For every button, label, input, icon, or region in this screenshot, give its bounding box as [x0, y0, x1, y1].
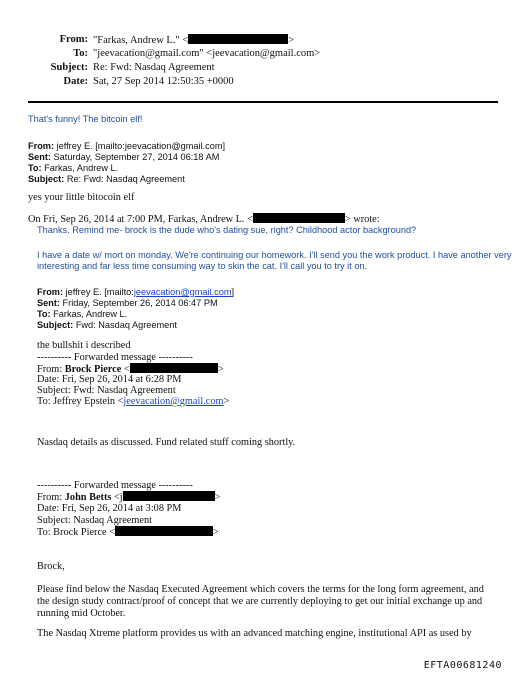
paragraph-2: The Nasdaq Xtreme platform provides us with an advanced matching engine, institutional API as used by [37, 628, 472, 639]
subject-label: Subject: [50, 62, 88, 73]
header-divider [28, 101, 498, 103]
from-label: From: [59, 34, 88, 45]
quoted-text-1: Thanks. Remind me- brock is the dude who's dating sue, right? Childhood actor background? [37, 225, 417, 235]
redaction-block [115, 526, 213, 536]
quoted-text-2a: I have a date w/ mort on monday. We're continuing our homework. I'll send you the work product. I have another very [37, 250, 512, 260]
paragraph-1-line-2: the design study contract/proof of concept that we are currently deploying to get our initial exchange up and [37, 596, 483, 607]
from-value: "Farkas, Andrew L." < > [93, 35, 295, 46]
redaction-block [253, 213, 345, 223]
forwarded-body-1: Nasdaq details as discussed. Fund related stuff coming shortly. [37, 437, 296, 448]
email-link[interactable]: jeevacation@gmail.com [123, 396, 224, 407]
message-body-2: yes your little bitocoin elf [28, 192, 135, 203]
reply-text: That's funny! The bitcoin elf! [28, 114, 143, 124]
redaction-block [123, 491, 215, 501]
greeting: Brock, [37, 561, 65, 572]
paragraph-1-line-1: Please find below the Nasdaq Executed Agreement which covers the terms for the long form agreement, and [37, 584, 484, 595]
quoted-text-2b: interesting and far less time consuming way to skin the cat. I'll call you to try it on. [37, 261, 368, 271]
to-label: To: [73, 48, 88, 59]
date-value: Sat, 27 Sep 2014 12:50:35 +0000 [93, 76, 234, 87]
document-id: EFTA00681240 [423, 660, 502, 671]
redaction-block [188, 34, 288, 44]
redaction-block [130, 363, 218, 373]
date-label: Date: [63, 76, 88, 87]
paragraph-1-line-3: running mid October. [37, 608, 126, 619]
quote-intro: On Fri, Sep 26, 2014 at 7:00 PM, Farkas, Andrew L. < > wrote: [28, 214, 380, 225]
email-link[interactable]: jeevacation@gmail.com [133, 287, 232, 297]
to-value: "jeevacation@gmail.com" <jeevacation@gmail.com> [93, 48, 321, 59]
message-body-3: the bullshit i described [37, 340, 131, 351]
subject-value: Re: Fwd: Nasdaq Agreement [93, 62, 215, 73]
